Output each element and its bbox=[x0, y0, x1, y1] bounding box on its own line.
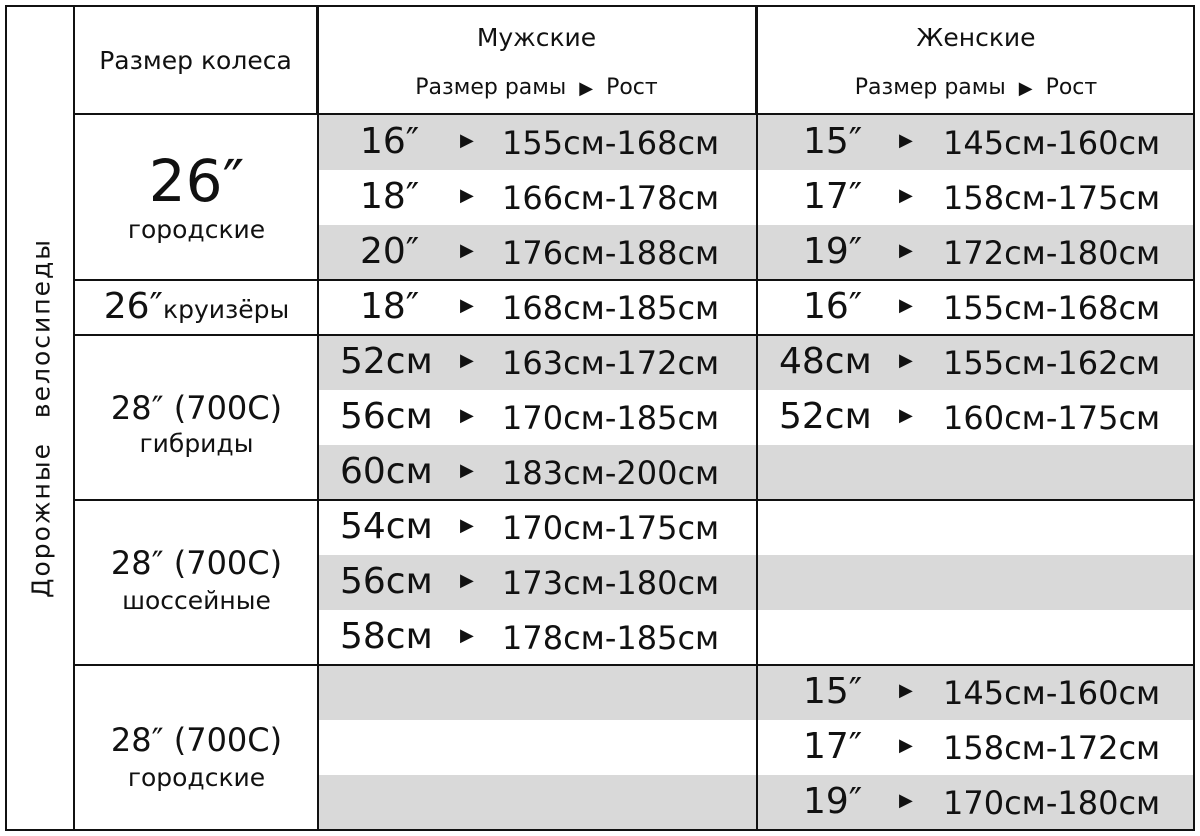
women-row bbox=[757, 280, 1195, 335]
frame-size: 19″ bbox=[803, 231, 863, 272]
women-row bbox=[757, 720, 1195, 775]
arrow-icon: ▶ bbox=[899, 680, 913, 701]
men-row bbox=[318, 390, 757, 445]
height-range: 178см-185см bbox=[502, 619, 720, 657]
header-frame-label: Размер рамы bbox=[415, 75, 567, 100]
category-26-city bbox=[75, 115, 318, 280]
arrow-icon: ▶ bbox=[460, 625, 474, 646]
arrow-icon: ▶ bbox=[460, 185, 474, 206]
women-row bbox=[757, 115, 1195, 170]
arrow-icon: ▶ bbox=[899, 185, 913, 206]
header-women-title: Женские bbox=[916, 23, 1036, 52]
height-range: 163см-172см bbox=[502, 344, 720, 382]
height-range: 145см-160см bbox=[943, 674, 1161, 712]
height-range: 170см-180см bbox=[943, 784, 1161, 822]
men-row bbox=[318, 280, 757, 335]
arrow-icon: ▶ bbox=[460, 570, 474, 591]
frame-size: 19″ bbox=[803, 781, 863, 822]
frame-size: 17″ bbox=[803, 726, 863, 767]
arrow-icon: ▶ bbox=[899, 790, 913, 811]
category-type: городские bbox=[127, 763, 266, 792]
category-type: круизёры bbox=[162, 295, 290, 324]
category-28-hybrid bbox=[75, 335, 318, 500]
frame-size: 16″ bbox=[803, 286, 863, 327]
arrow-icon: ▶ bbox=[460, 460, 474, 481]
frame-size: 48см bbox=[779, 341, 872, 382]
arrow-icon: ▶ bbox=[899, 350, 913, 371]
men-row bbox=[318, 555, 757, 610]
men-row bbox=[318, 225, 757, 280]
category-wheel-size: 26″ bbox=[103, 286, 163, 327]
category-28-city bbox=[75, 665, 318, 829]
height-range: 183см-200см bbox=[502, 454, 720, 492]
side-label: Дорожные велосипеды bbox=[26, 237, 56, 599]
women-row bbox=[757, 335, 1195, 390]
frame-size: 18″ bbox=[360, 176, 420, 217]
height-range: 166см-178см bbox=[502, 179, 720, 217]
men-row bbox=[318, 115, 757, 170]
men-row bbox=[318, 335, 757, 390]
women-row bbox=[757, 775, 1195, 830]
category-wheel-size: 28″ (700С) bbox=[110, 721, 283, 759]
category-wheel-size: 26″ bbox=[148, 147, 245, 215]
category-wheel-size: 28″ (700С) bbox=[110, 389, 283, 427]
height-range: 155см-168см bbox=[943, 289, 1161, 327]
frame-size: 58см bbox=[340, 616, 433, 657]
arrow-icon: ▶ bbox=[899, 735, 913, 756]
category-wheel-size: 28″ (700С) bbox=[110, 544, 283, 582]
height-range: 168см-185см bbox=[502, 289, 720, 327]
height-range: 158см-172см bbox=[943, 729, 1161, 767]
men-row bbox=[318, 170, 757, 225]
men-row bbox=[318, 610, 757, 665]
height-range: 172см-180см bbox=[943, 234, 1161, 272]
header-women-subtitle bbox=[757, 75, 1195, 100]
women-row bbox=[757, 390, 1195, 445]
women-row bbox=[757, 225, 1195, 280]
arrow-icon: ▶ bbox=[460, 515, 474, 536]
arrow-icon: ▶ bbox=[899, 295, 913, 316]
arrow-icon: ▶ bbox=[899, 130, 913, 151]
header-women bbox=[757, 7, 1195, 115]
frame-size: 56см bbox=[340, 561, 433, 602]
arrow-icon: ▶ bbox=[899, 405, 913, 426]
height-range: 170см-185см bbox=[502, 399, 720, 437]
height-range: 173см-180см bbox=[502, 564, 720, 602]
arrow-icon: ▶ bbox=[899, 240, 913, 261]
header-height-label: Рост bbox=[1045, 75, 1098, 100]
header-men-title: Мужские bbox=[476, 23, 597, 52]
frame-size: 17″ bbox=[803, 176, 863, 217]
height-range: 155см-162см bbox=[943, 344, 1161, 382]
height-range: 170см-175см bbox=[502, 509, 720, 547]
arrow-icon: ▶ bbox=[460, 130, 474, 151]
arrow-icon: ▶ bbox=[460, 240, 474, 261]
header-wheel-size-label: Размер колеса bbox=[99, 45, 292, 75]
header-arrow-icon: ▶ bbox=[579, 78, 594, 99]
header-wheel-size bbox=[75, 7, 318, 115]
category-28-road bbox=[75, 500, 318, 665]
frame-size: 15″ bbox=[803, 121, 863, 162]
category-type: шоссейные bbox=[122, 586, 271, 615]
women-row bbox=[757, 170, 1195, 225]
men-row bbox=[318, 500, 757, 555]
frame-size: 20″ bbox=[360, 231, 420, 272]
category-type: гибриды bbox=[139, 429, 254, 458]
category-type: городские bbox=[127, 215, 266, 244]
header-men bbox=[318, 7, 757, 115]
frame-size: 54см bbox=[340, 506, 433, 547]
header-men-subtitle bbox=[318, 75, 755, 100]
women-row bbox=[757, 665, 1195, 720]
frame-size: 56см bbox=[340, 396, 433, 437]
height-range: 158см-175см bbox=[943, 179, 1161, 217]
height-range: 145см-160см bbox=[943, 124, 1161, 162]
frame-size: 60см bbox=[340, 451, 433, 492]
header-arrow-icon: ▶ bbox=[1018, 78, 1033, 99]
arrow-icon: ▶ bbox=[460, 405, 474, 426]
height-range: 155см-168см bbox=[502, 124, 720, 162]
men-row bbox=[318, 445, 757, 500]
arrow-icon: ▶ bbox=[460, 350, 474, 371]
height-range: 176см-188см bbox=[502, 234, 720, 272]
category-inline-label bbox=[75, 286, 318, 327]
frame-size: 52см bbox=[340, 341, 433, 382]
height-range: 160см-175см bbox=[943, 399, 1161, 437]
category-26-cruiser bbox=[75, 280, 318, 335]
frame-size: 15″ bbox=[803, 671, 863, 712]
side-label-column bbox=[7, 7, 75, 829]
header-frame-label: Размер рамы bbox=[854, 75, 1006, 100]
frame-size: 52см bbox=[779, 396, 872, 437]
frame-size: 18″ bbox=[360, 286, 420, 327]
header-height-label: Рост bbox=[606, 75, 658, 100]
frame-size: 16″ bbox=[360, 121, 420, 162]
arrow-icon: ▶ bbox=[460, 295, 474, 316]
